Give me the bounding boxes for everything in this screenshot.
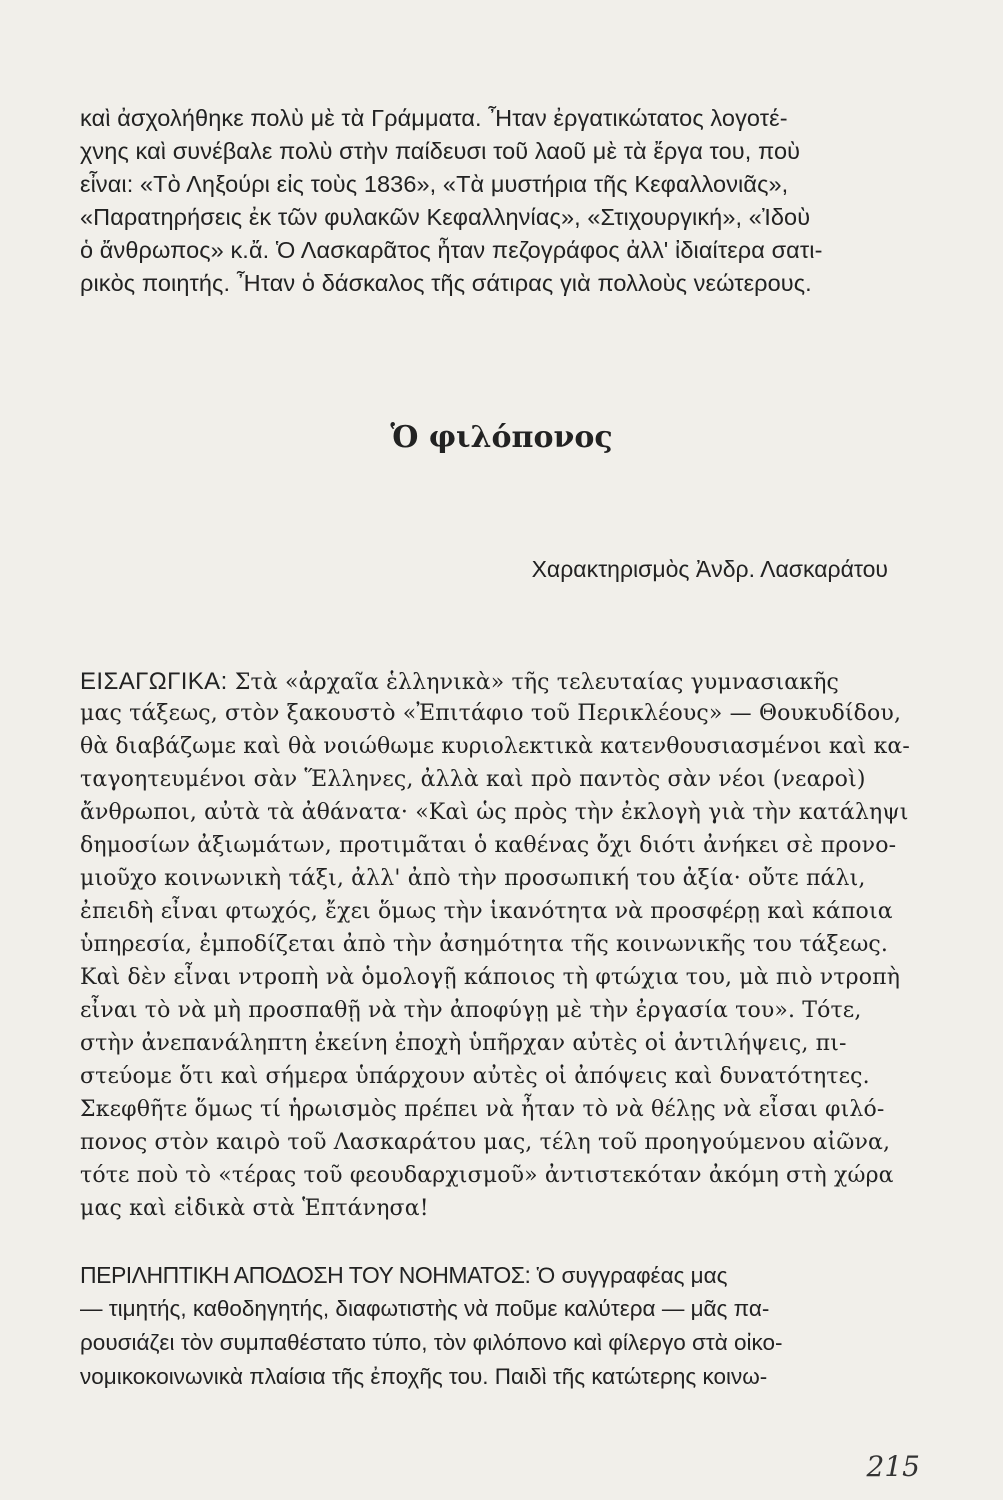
body-line: πονος στὸν καιρὸ τοῦ Λασκαράτου μας, τέλη τοῦ προηγούμενου αἰῶνα, xyxy=(80,1130,891,1155)
page-title: Ὁ φιλόπονος xyxy=(390,420,613,455)
body-line: ἄνθρωποι, αὐτὰ τὰ ἀθάνατα· «Καὶ ὡς πρὸς τὴν ἐκλογὴ γιὰ τὴν κατάληψι xyxy=(80,800,909,825)
intro-line: «Παρατηρήσεις ἐκ τῶν φυλακῶν Κεφαλληνίας», «Στιχουργική», «Ἰδοὺ xyxy=(80,204,811,230)
body-line: ἐπειδὴ εἶναι φτωχός, ἔχει ὅμως τὴν ἱκανότητα νὰ προσφέρῃ καὶ κάποια xyxy=(80,899,893,924)
body-line: νομικοκοινωνικὰ πλαίσια τῆς ἐποχῆς του. Παιδὶ τῆς κατώτερης κοινω- xyxy=(80,1364,768,1389)
body-line: τότε ποὺ τὸ «τέρας τοῦ φεουδαρχισμοῦ» ἀντιστεκόταν ἀκόμη στὴ χώρα xyxy=(80,1163,894,1188)
intro-line: καὶ ἀσχολήθηκε πολὺ μὲ τὰ Γράμματα. Ἦταν ἐργατικώτατος λογοτέ- xyxy=(80,105,788,131)
section-heading: ΕΙΣΑΓΩΓΙΚΑ: xyxy=(80,668,228,695)
body-line: Σκεφθῆτε ὅμως τί ἡρωισμὸς πρέπει νὰ ἦταν τὸ νὰ θέλῃς νὰ εἶσαι φιλό- xyxy=(80,1097,885,1122)
intro-line: ὁ ἄνθρωπος» κ.ἄ. Ὁ Λασκαρᾶτος ἦταν πεζογράφος ἀλλ' ἰδιαίτερα σατι- xyxy=(80,237,823,263)
body-line: ὑπηρεσία, ἐμποδίζεται ἀπὸ τὴν ἀσημότητα τῆς κοινωνικῆς του τάξεως. xyxy=(80,932,889,957)
body-line: — τιμητής, καθοδηγητής, διαφωτιστὴς νὰ ποῦμε καλύτερα — μᾶς πα- xyxy=(80,1296,770,1321)
subtitle: Χαρακτηρισμὸς Ἀνδρ. Λασκαράτου xyxy=(531,556,888,582)
body-line: μας καὶ εἰδικὰ στὰ Ἑπτάνησα! xyxy=(80,1196,429,1221)
body-line: θὰ διαβάζωμε καὶ θὰ νοιώθωμε κυριολεκτικὰ κατενθουσιασμένοι καὶ κα- xyxy=(80,734,910,759)
body-line: στὴν ἀνεπανάληπτη ἐκείνη ἐποχὴ ὑπῆρχαν αὐτὲς οἱ ἀντιλήψεις, πι- xyxy=(80,1031,847,1056)
body-line: μιοῦχο κοινωνικὴ τάξι, ἀλλ' ἀπὸ τὴν προσωπική του ἀξία· οὔτε πάλι, xyxy=(80,866,866,891)
intro-line: εἶναι: «Τὸ Ληξούρι εἰς τοὺς 1836», «Τὰ μυστήρια τῆς Κεφαλλονιᾶς», xyxy=(80,171,789,197)
intro-line: ρικὸς ποιητής. Ἦταν ὁ δάσκαλος τῆς σάτιρας γιὰ πολλοὺς νεώτερους. xyxy=(80,270,812,296)
body-line: ταγοητευμένοι σὰν Ἕλληνες, ἀλλὰ καὶ πρὸ παντὸς σὰν νέοι (νεαροὶ) xyxy=(80,767,866,792)
section-heading: ΠΕΡΙΛΗΠΤΙΚΗ ΑΠΟΔΟΣΗ ΤΟΥ ΝΟΗΜΑΤΟΣ: xyxy=(80,1262,531,1288)
section-text: Ὁ συγγραφέας μας xyxy=(536,1263,728,1288)
section-first-line xyxy=(80,1262,890,1289)
body-line: μας τάξεως, στὸν ξακουστὸ «Ἐπιτάφιο τοῦ Περικλέους» — Θουκυδίδου, xyxy=(80,701,902,726)
body-line: εἶναι τὸ νὰ μὴ προσπαθῇ νὰ τὴν ἀποφύγῃ μὲ τὴν ἐργασία του». Τότε, xyxy=(80,998,862,1023)
body-line: στεύομε ὅτι καὶ σήμερα ὑπάρχουν αὐτὲς οἱ ἀπόψεις καὶ δυνατότητες. xyxy=(80,1064,870,1089)
body-line: δημοσίων ἀξιωμάτων, προτιμᾶται ὁ καθένας ὄχι διότι ἀνήκει σὲ προνο- xyxy=(80,833,897,858)
section-text: Στὰ «ἀρχαῖα ἑλληνικὰ» τῆς τελευταίας γυμνασιακῆς xyxy=(234,670,840,695)
body-line: ρουσιάζει τὸν συμπαθέστατο τύπο, τὸν φιλόπονο καὶ φίλεργο στὰ οἰκο- xyxy=(80,1330,783,1355)
body-line: Καὶ δὲν εἶναι ντροπὴ νὰ ὁμολογῇ κάποιος τὴ φτώχια του, μὰ πιὸ ντροπὴ xyxy=(80,965,901,990)
section-first-line xyxy=(80,668,890,696)
intro-line: χνης καὶ συνέβαλε πολὺ στὴν παίδευσι τοῦ λαοῦ μὲ τὰ ἔργα του, ποὺ xyxy=(80,138,801,164)
page-number: 215 xyxy=(866,1450,920,1483)
